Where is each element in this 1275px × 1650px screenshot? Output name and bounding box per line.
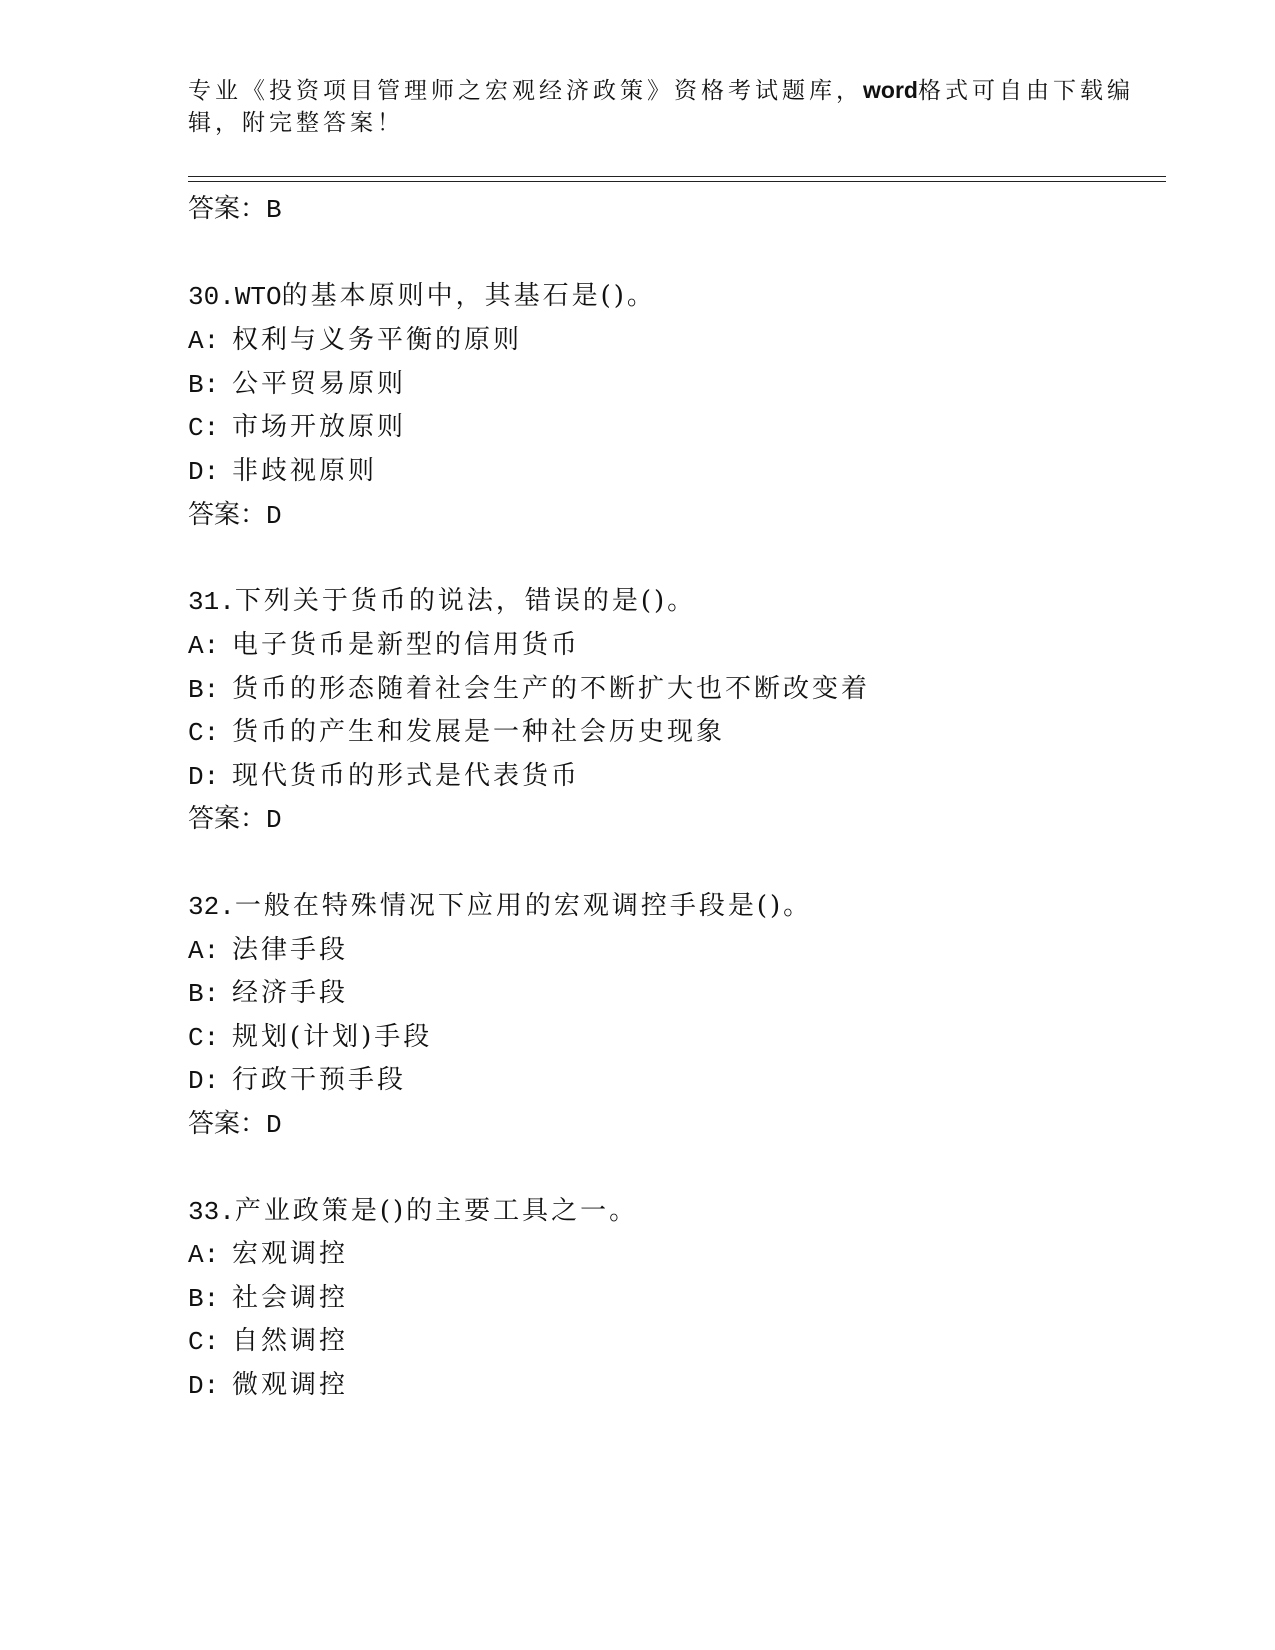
- option-key: B:: [188, 979, 220, 1009]
- question-33-stem: [188, 1190, 638, 1227]
- answer-label: 答案：: [188, 804, 267, 834]
- option-text: 权利与义务平衡的原则: [232, 325, 523, 355]
- question-number: 30.: [188, 282, 235, 312]
- option-key: D:: [188, 1066, 220, 1096]
- question-32-option-d: [188, 1059, 406, 1096]
- question-30-option-a: [188, 319, 522, 356]
- question-number: 33.: [188, 1197, 235, 1227]
- header-line-2: 辑，附完整答案！: [188, 110, 404, 136]
- option-key: D:: [188, 762, 220, 792]
- question-32-option-b: [188, 972, 348, 1009]
- question-30-option-c: [188, 406, 406, 443]
- option-text: 微观调控: [232, 1370, 349, 1400]
- option-text: 现代货币的形式是代表货币: [232, 761, 581, 791]
- option-key: C:: [188, 1023, 220, 1053]
- header-rule-bottom: [188, 181, 1166, 182]
- question-30-option-b: [188, 363, 406, 400]
- option-key: B:: [188, 370, 220, 400]
- header-text-a: 专业《投资项目管理师之宏观经济政策》资格考试题库，: [188, 78, 863, 104]
- option-text: 社会调控: [232, 1283, 349, 1313]
- option-key: C:: [188, 718, 220, 748]
- question-33-option-c: [188, 1320, 348, 1357]
- option-key: C:: [188, 1327, 220, 1357]
- answer-value: D: [266, 501, 282, 531]
- option-key: A:: [188, 326, 220, 356]
- option-key: B:: [188, 675, 220, 705]
- option-key: B:: [188, 1284, 220, 1314]
- answer-label: 答案：: [188, 194, 267, 224]
- question-31-option-d: [188, 755, 580, 792]
- question-stem: 下列关于货币的说法，错误的是()。: [234, 586, 697, 616]
- option-text: 自然调控: [232, 1326, 349, 1356]
- answer-value: B: [266, 195, 282, 225]
- header-rule-top: [188, 176, 1166, 177]
- question-31-option-c: [188, 711, 725, 748]
- question-31-stem: [188, 580, 696, 617]
- answer-label: 答案：: [188, 500, 267, 530]
- question-33-option-d: [188, 1364, 348, 1401]
- question-30-option-d: [188, 450, 377, 487]
- option-text: 经济手段: [232, 978, 349, 1008]
- answer-label: 答案：: [188, 1109, 267, 1139]
- answer-line-32: [188, 1103, 282, 1140]
- answer-value: D: [266, 1110, 282, 1140]
- question-33-option-a: [188, 1233, 348, 1270]
- option-text: 法律手段: [232, 935, 349, 965]
- question-stem: 产业政策是()的主要工具之一。: [234, 1196, 639, 1226]
- option-text: 规划(计划)手段: [232, 1022, 433, 1052]
- question-32-stem: [188, 885, 812, 922]
- option-text: 宏观调控: [232, 1239, 349, 1269]
- option-key: A:: [188, 936, 220, 966]
- header-line-1: [188, 72, 1134, 105]
- option-text: 货币的产生和发展是一种社会历史现象: [232, 717, 726, 747]
- question-33-option-b: [188, 1277, 348, 1314]
- question-stem: 的基本原则中，其基石是()。: [281, 281, 656, 311]
- question-32-option-a: [188, 929, 348, 966]
- question-stem-prefix: WTO: [234, 282, 282, 312]
- answer-line-30: [188, 494, 282, 531]
- question-number: 32.: [188, 892, 235, 922]
- answer-line-prev: [188, 188, 282, 225]
- option-key: C:: [188, 413, 220, 443]
- option-key: A:: [188, 1240, 220, 1270]
- answer-value: D: [266, 805, 282, 835]
- option-key: D:: [188, 457, 220, 487]
- question-number: 31.: [188, 587, 235, 617]
- option-text: 行政干预手段: [232, 1065, 407, 1095]
- option-text: 市场开放原则: [232, 412, 407, 442]
- option-key: A:: [188, 631, 220, 661]
- header-text-c: 格式可自由下载编: [917, 78, 1134, 104]
- question-32-option-c: [188, 1016, 432, 1053]
- question-stem: 一般在特殊情况下应用的宏观调控手段是()。: [234, 891, 813, 921]
- option-text: 货币的形态随着社会生产的不断扩大也不断改变着: [232, 674, 871, 704]
- option-text: 电子货币是新型的信用货币: [232, 630, 581, 660]
- option-text: 公平贸易原则: [232, 369, 407, 399]
- answer-line-31: [188, 798, 282, 835]
- option-text: 非歧视原则: [232, 456, 378, 486]
- question-31-option-a: [188, 624, 580, 661]
- option-key: D:: [188, 1371, 220, 1401]
- question-30-stem: [188, 275, 656, 312]
- question-31-option-b: [188, 668, 870, 705]
- header-text-word: word: [863, 77, 918, 103]
